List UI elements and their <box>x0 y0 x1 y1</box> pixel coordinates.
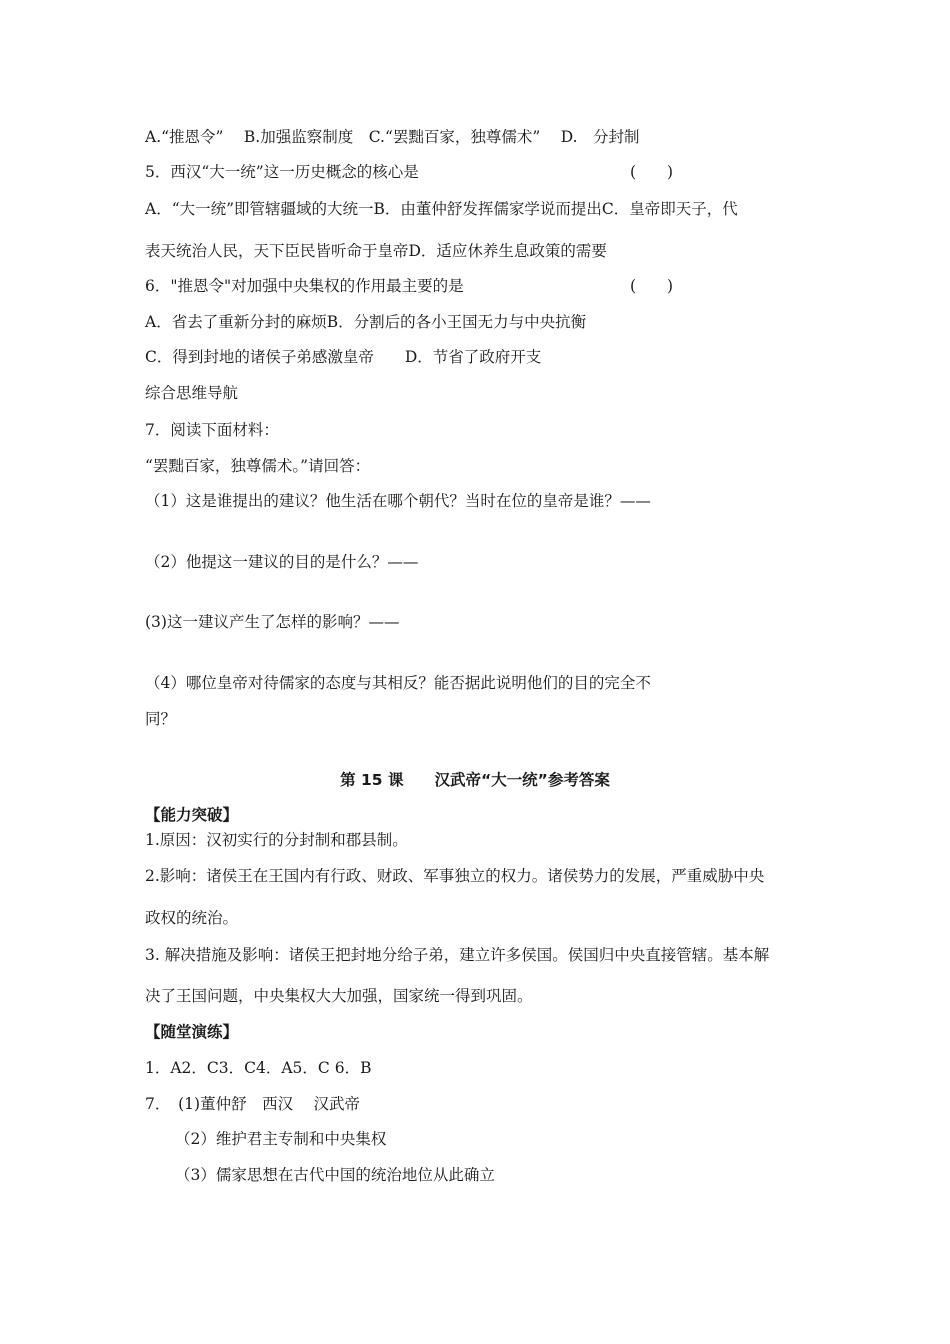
q5-answer-paren: ( ) <box>630 163 674 181</box>
q7-stem: 7．阅读下面材料： <box>145 421 279 439</box>
q7-quote: “罢黜百家，独尊儒术。”请回答： <box>145 457 371 475</box>
practice-7-3: （3）儒家思想在古代中国的统治地位从此确立 <box>175 1166 495 1184</box>
q5-options-line1: A．“大一统”即管辖疆域的大统一B．由董仲舒发挥儒家学说而提出C．皇帝即天子，代 <box>145 200 738 218</box>
answer-2-line2: 政权的统治。 <box>145 909 239 927</box>
practice-7-1: 7． (1)董仲舒 西汉 汉武帝 <box>145 1095 360 1113</box>
q7-sub1: （1）这是谁提出的建议？他生活在哪个朝代？当时在位的皇帝是谁？—— <box>145 492 651 510</box>
q7-sub4-line2: 同？ <box>145 710 177 728</box>
q5-options-line2: 表天统治人民，天下臣民皆听命于皇帝D．适应休养生息政策的需要 <box>145 242 607 260</box>
answer-1: 1.原因：汉初实行的分封制和郡县制。 <box>145 831 408 849</box>
practice-7-2: （2）维护君主专制和中央集权 <box>175 1130 387 1148</box>
nav-heading: 综合思维导航 <box>145 384 239 402</box>
q6-options-line2: C．得到封地的诸侯子弟感激皇帝 D．节省了政府开支 <box>145 348 542 366</box>
q5-stem: 5．西汉“大一统”这一历史概念的核心是 <box>145 163 419 181</box>
answer-3-line1: 3. 解决措施及影响：诸侯王把封地分给子弟，建立许多侯国。侯国归中央直接管辖。基本解 <box>145 946 770 964</box>
q6-answer-paren: ( ) <box>630 277 674 295</box>
practice-answers: 1．A2．C3．C4．A5．C 6．B <box>145 1059 372 1077</box>
q6-options-line1: A．省去了重新分封的麻烦B．分割后的各小王国无力与中央抗衡 <box>145 313 587 331</box>
section-ability-heading: 【能力突破】 <box>145 806 239 824</box>
answer-3-line2: 决了王国问题，中央集权大大加强，国家统一得到巩固。 <box>145 987 533 1005</box>
answer-2-line1: 2.影响：诸侯王在王国内有行政、财政、军事独立的权力。诸侯势力的发展，严重威胁中央 <box>145 867 765 885</box>
q7-sub2: （2）他提这一建议的目的是什么？—— <box>145 553 419 571</box>
q7-sub4-line1: （4）哪位皇帝对待儒家的态度与其相反？能否据此说明他们的目的完全不 <box>145 674 651 692</box>
q7-sub3: (3)这一建议产生了怎样的影响？—— <box>145 613 400 631</box>
q4-options: A.“推恩令” B.加强监察制度 C.“罢黜百家，独尊儒术” D. 分封制 <box>145 128 640 146</box>
answer-title: 第 15 课 汉武帝“大一统”参考答案 <box>340 771 610 789</box>
q6-stem: 6．"推恩令"对加强中央集权的作用最主要的是 <box>145 277 464 295</box>
section-practice-heading: 【随堂演练】 <box>145 1023 239 1041</box>
